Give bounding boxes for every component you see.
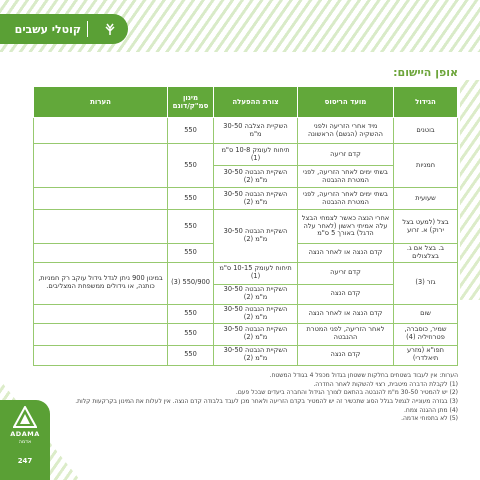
table-row: [34, 262, 458, 284]
cell-crop: שום: [394, 304, 458, 323]
cell-timing: קדם הנצה: [298, 284, 394, 304]
cell-timing: קדם הנצה: [298, 345, 394, 365]
cell-dose: 550: [168, 244, 214, 263]
table-row: [34, 188, 458, 210]
cell-crop: חמניות: [394, 144, 458, 188]
cell-note: [34, 244, 168, 263]
cell-dose: 550: [168, 345, 214, 365]
footnote: הערות: אין לעבוד בשטחים בחלקות ששטחן בגדול מכפל 4 בגודל המשטח.: [269, 372, 458, 379]
footnote: (2) יש להמטיר 30-50 מ"מ להנבטה בהתאם לצורך הגידול והחברה ביעדים שבכל פעם.: [235, 389, 458, 397]
header-separator: [87, 21, 88, 37]
leaf-icon: [100, 19, 120, 39]
cell-method: השקיית הנבטה 30-50 מ"מ (2): [214, 166, 298, 188]
header-crop: הגידול: [394, 87, 458, 118]
category-label: קוטלי עשבים: [14, 22, 81, 36]
cell-timing: מיד אחרי הזריעה ולפני ההשקיה (הגשם) הראשונה: [298, 118, 394, 144]
cell-dose: 550/900 (3): [168, 262, 214, 304]
table-row: [34, 144, 458, 166]
cell-dose: 550: [168, 144, 214, 188]
brand-name: ADAMA: [10, 430, 40, 438]
cell-note: [34, 304, 168, 323]
cell-crop: שעועית: [394, 188, 458, 210]
cell-method: השקיית הנבטה 30-50 מ"מ (2): [214, 345, 298, 365]
cell-note: [34, 118, 168, 144]
cell-timing: לאחר הזריעה, לפני המטרת ההנבטה: [298, 323, 394, 345]
adama-logo-icon: [13, 406, 37, 428]
brand-tagline: אדמה: [18, 439, 32, 445]
cell-crop: ב. בצל אם ג. בצלצולים: [394, 244, 458, 263]
table-row: [34, 210, 458, 244]
cell-note: במינון 900 ניתן לגדל גידול עוקב רק חמניות, כותנה, או גידולים ממשפחת המצליבים.: [34, 262, 168, 304]
cell-dose: 550: [168, 118, 214, 144]
footnote: (4) מתן ההגנה צמח.: [404, 406, 458, 414]
cell-method: השקיית הנבטה 30-50 מ"מ (2): [214, 304, 298, 323]
cell-crop: שמיר, כוסברה, פטרוזיליה (4): [394, 323, 458, 345]
cell-timing: קדם זריעה: [298, 144, 394, 166]
section-title: אופן היישום:: [393, 66, 458, 79]
cell-method: השקיית הנבטה 30-50 מ"מ (2): [214, 188, 298, 210]
brand-tab: [0, 400, 50, 480]
cell-method: תיחוח לעומק 10-8 ס"מ (1): [214, 144, 298, 166]
cell-note: [34, 188, 168, 210]
cell-crop: גזר (3): [394, 262, 458, 304]
usage-table: [33, 86, 458, 366]
footnote: (3) בגזרה מעונייה לגמול בגלל הסוג שתכשיר זה יש להמטיר בקדם הזריעה ולאחר מכן לעבד בלבודה קדם הנצה. אין לעלות את המינון בקרקעות קלות.: [75, 398, 458, 406]
table-row: [34, 118, 458, 144]
footnote: (1) לקבלת הדברה מיטבית, רצוי להשקות לאחר החדרה.: [313, 380, 458, 388]
table-header-row: [34, 87, 458, 118]
table-row: [34, 323, 458, 345]
cell-dose: 550: [168, 210, 214, 244]
cell-timing: בשתי ימים לאחר הזריעה, לפני המטרת ההנבטה: [298, 188, 394, 210]
cell-method: השקיית הנבטה 30-50 מ"מ (2): [214, 210, 298, 263]
category-header: [0, 14, 128, 44]
cell-timing: אחרי הנצה כאשר לצמחי הבצל עלה אמיתי ראשון (לאחר עלה הדגל) באורך 5 ס"מ: [298, 210, 394, 244]
side-decoration: [460, 80, 480, 300]
cell-note: [34, 345, 168, 365]
cell-crop: בצל (למעט בצל ירוק) א. זרוע: [394, 210, 458, 244]
cell-method: השקיית הנבטה 30-50 מ"מ (2): [214, 284, 298, 304]
cell-crop: תפו"א (מזרע תיאלדרי): [394, 345, 458, 365]
header-timing: מועד הריסוס: [298, 87, 394, 118]
header-method: צורת ההפעלה: [214, 87, 298, 118]
cell-method: תיחוח לעומק 10-15 ס"מ (1): [214, 262, 298, 284]
cell-timing: קדם הנצה או לאחר הנצה: [298, 244, 394, 263]
cell-note: [34, 210, 168, 244]
table-row: [34, 304, 458, 323]
cell-crop: בוטנים: [394, 118, 458, 144]
cell-timing: קדם זריעה: [298, 262, 394, 284]
cell-dose: 550: [168, 304, 214, 323]
footnotes: [34, 372, 458, 424]
footnote: (5) לא בתפוחי אדמה.: [401, 415, 458, 423]
cell-timing: קדם הנצה או לאחר הנצה: [298, 304, 394, 323]
header-notes: הערות: [34, 87, 168, 118]
page-number: 247: [17, 457, 33, 465]
cell-method: השקיית הנבטה 30-50 מ"מ (2): [214, 323, 298, 345]
cell-method: השקיית הצלבה 30-50 מ"מ: [214, 118, 298, 144]
cell-dose: 550: [168, 323, 214, 345]
cell-note: [34, 323, 168, 345]
cell-dose: 550: [168, 188, 214, 210]
cell-timing: בשתי ימים לאחר הזריעה, לפני המטרת ההנבטה: [298, 166, 394, 188]
table-row: [34, 345, 458, 365]
cell-note: [34, 144, 168, 188]
header-dose: מינון סמ"ק/דונם: [168, 87, 214, 118]
